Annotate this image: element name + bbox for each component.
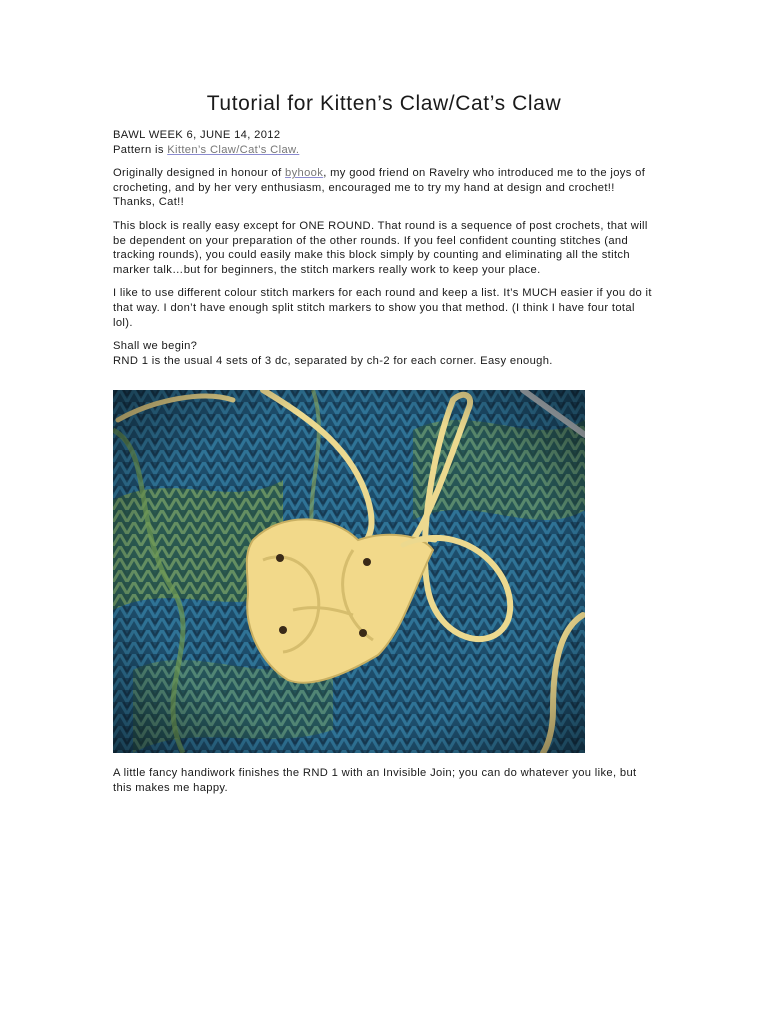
paragraph-stitch-markers: I like to use different colour stitch markers for each round and keep a list. It’s MUCH easier if you do it that way. I don’t have enough split stitch markers to show you that method. (I think I have four total lol). (113, 287, 652, 329)
pattern-link[interactable]: Kitten’s Claw/Cat’s Claw. (167, 143, 300, 156)
paragraph-honour (113, 166, 653, 210)
crochet-photo (113, 390, 585, 753)
paragraph-begin (113, 339, 653, 368)
paragraph-honour-end: , my good friend on Ravelry who introduced me to the joys of crocheting, and by her very enthusiasm, encouraged me to try my hand at design and crochet!! Thanks, Cat!! (113, 167, 646, 209)
paragraph-honour-start: Originally designed in honour of (113, 167, 286, 180)
begin-question: Shall we begin? (113, 340, 198, 353)
pattern-prefix: Pattern is (113, 143, 168, 156)
paragraph-easy-block: This block is really easy except for ONE ROUND. That round is a sequence of post crochets, that will be dependent on your preparation of the other rounds. If you feel confident counting stitches (and tracking rounds), you could easily make this block simply by counting and eliminating all the stitch marker talk…but for beginners, the stitch markers really work to keep your place. (113, 219, 648, 276)
byhook-link[interactable]: byhook (285, 167, 324, 180)
photo-caption: A little fancy handiwork finishes the RND 1 with an Invisible Join; you can do whatever you like, but this makes me happy. (113, 767, 637, 794)
page-title: Tutorial for Kitten’s Claw/Cat’s Claw (206, 92, 562, 115)
meta-line: BAWL WEEK 6, JUNE 14, 2012 (113, 129, 281, 141)
intro-paragraph (113, 128, 653, 157)
article-body (113, 128, 653, 368)
crochet-photo-illustration (113, 390, 585, 753)
rnd1-instruction: RND 1 is the usual 4 sets of 3 dc, separated by ch-2 for each corner. Easy enough. (113, 354, 553, 367)
